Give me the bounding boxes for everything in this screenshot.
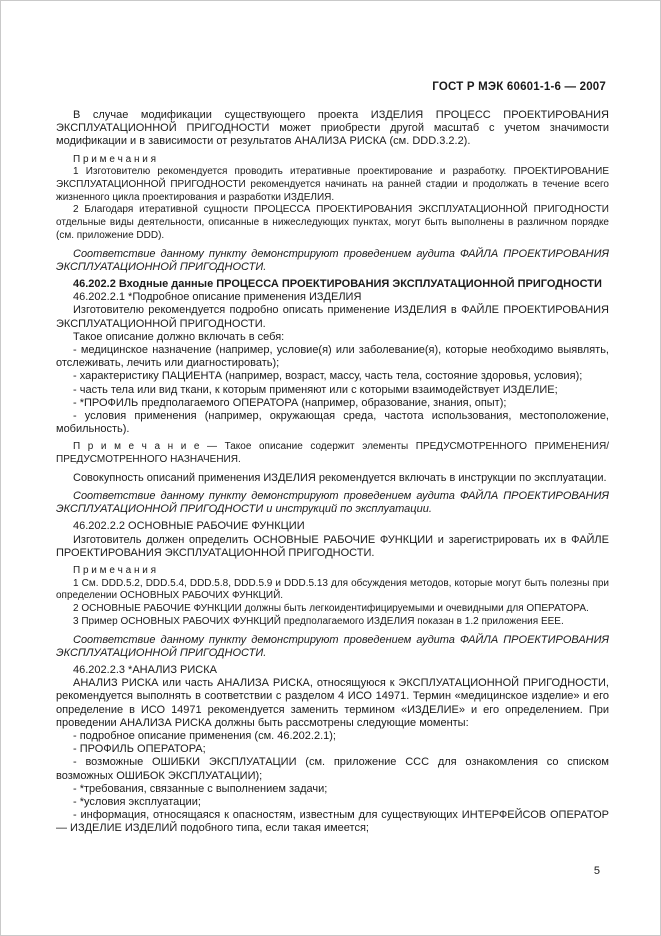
note-item: 2 ОСНОВНЫЕ РАБОЧИЕ ФУНКЦИИ должны быть легкоидентифицируемыми и очевидными для ОПЕРАТОРА.	[73, 603, 589, 615]
list-item: - возможные ОШИБКИ ЭКСПЛУАТАЦИИ (см. приложение ССС для ознакомления со списком возможных ОШИБОК ЭКСПЛУАТАЦИИ);	[56, 756, 609, 782]
document-header-standard-code: ГОСТ Р МЭК 60601-1-6 — 2007	[432, 81, 606, 93]
paragraph: Изготовителю рекомендуется подробно описать применение ИЗДЕЛИЯ в ФАЙЛЕ ПРОЕКТИРОВАНИЯ ЭКСПЛУАТАЦИОННОЙ ПРИГОДНОСТИ.	[56, 304, 609, 330]
paragraph: В случае модификации существующего проекта ИЗДЕЛИЯ ПРОЦЕСС ПРОЕКТИРОВАНИЯ ЭКСПЛУАТАЦИОННОЙ ПРИГОДНОСТИ может приобрести другой масштаб с учетом значимости модификации и в зависимости от результатов АНАЛИЗА РИСКА (см. DDD.3.2.2).	[56, 109, 609, 148]
list-item: - характеристику ПАЦИЕНТА (например, возраст, массу, часть тела, состояние здоровья, условия);	[73, 370, 583, 383]
list-item: - медицинское назначение (например, условие(я) или заболевание(я), которые необходимо выявлять, отслеживать, лечить или диагностировать);	[56, 343, 609, 370]
list-item: - подробное описание применения (см. 46.202.2.1);	[73, 729, 336, 742]
list-item: - ПРОФИЛЬ ОПЕРАТОРА;	[73, 743, 206, 756]
note-item: П р и м е ч а н и е — Такое описание содержит элементы ПРЕДУСМОТРЕННОГО ПРИМЕНЕНИЯ/ПРЕДУСМОТРЕННОГО НАЗНАЧЕНИЯ.	[56, 441, 609, 466]
document-body	[56, 109, 609, 836]
note-item: 1 См. DDD.5.2, DDD.5.4, DDD.5.8, DDD.5.9 и DDD.5.13 для обсуждения методов, которые могут быть полезны при определении ОСНОВНЫХ РАБОЧИХ ФУНКЦИЙ.	[56, 577, 609, 602]
subsection-heading: 46.202.2.3 *АНАЛИЗ РИСКА	[73, 663, 217, 676]
paragraph: Такое описание должно включать в себя:	[73, 330, 285, 343]
compliance-statement: Соответствие данному пункту демонстрируют проведением аудита ФАЙЛА ПРОЕКТИРОВАНИЯ ЭКСПЛУАТАЦИОННОЙ ПРИГОДНОСТИ.	[56, 247, 609, 273]
list-item: - условия применения (например, окружающая среда, частота использования, местоположение, мобильность).	[56, 409, 609, 436]
note-item: 2 Благодаря итеративной сущности ПРОЦЕССА ПРОЕКТИРОВАНИЯ ЭКСПЛУАТАЦИОННОЙ ПРИГОДНОСТИ отдельные виды деятельности, описанные в нижеследующих пунктах, могут быть выполнены в различном порядке (см. приложение DDD).	[56, 204, 609, 241]
compliance-statement: Соответствие данному пункту демонстрируют проведением аудита ФАЙЛА ПРОЕКТИРОВАНИЯ ЭКСПЛУАТАЦИОННОЙ ПРИГОДНОСТИ и инструкций по эксплуатации.	[56, 489, 609, 516]
section-heading: 46.202.2 Входные данные ПРОЦЕССА ПРОЕКТИРОВАНИЯ ЭКСПЛУАТАЦИОННОЙ ПРИГОДНОСТИ	[73, 277, 602, 290]
page-number: 5	[593, 865, 600, 877]
list-item: - *ПРОФИЛЬ предполагаемого ОПЕРАТОРА (например, образование, знания, опыт);	[73, 396, 507, 409]
subsection-heading: 46.202.2.1 *Подробное описание применения ИЗДЕЛИЯ	[73, 291, 362, 304]
list-item: - часть тела или вид ткани, к которым применяют или с которыми взаимодействует ИЗДЕЛИЕ;	[73, 383, 558, 396]
paragraph: Изготовитель должен определить ОСНОВНЫЕ РАБОЧИЕ ФУНКЦИИ и зарегистрировать их в ФАЙЛЕ ПРОЕКТИРОВАНИЯ ЭКСПЛУАТАЦИОННОЙ ПРИГОДНОСТИ.	[56, 533, 609, 559]
list-item: - *условия эксплуатации;	[73, 795, 201, 808]
note-item: 1 Изготовителю рекомендуется проводить итеративные проектирование и разработку. ПРОЕКТИРОВАНИЕ ЭКСПЛУАТАЦИОННОЙ ПРИГОДНОСТИ рекомендуется начинать на ранней стадии и продолжать в течение всего жизненного цикла проектирования и разработки ИЗДЕЛИЯ.	[56, 166, 609, 203]
paragraph: Совокупность описаний применения ИЗДЕЛИЯ рекомендуется включать в инструкции по эксплуатации.	[73, 471, 607, 484]
list-item: - информация, относящаяся к опасностям, известным для существующих ИНТЕРФЕЙСОВ ОПЕРАТОР — ИЗДЕЛИЕ ИЗДЕЛИЙ подобного типа, если такая имеется;	[56, 809, 609, 835]
notes-title: П р и м е ч а н и я	[73, 565, 157, 576]
notes-title: П р и м е ч а н и я	[73, 153, 157, 165]
paragraph: АНАЛИЗ РИСКА или часть АНАЛИЗА РИСКА, относящуюся к ЭКСПЛУАТАЦИОННОЙ ПРИГОДНОСТИ, рекомендуется выполнять в соответствии с разделом 4 ИСО 14971. Термин «медицинское изделие» и его определение в ИСО 14971 рекомендуется заменить термином «ИЗДЕЛИЕ» и его определением. При проведении АНАЛИЗА РИСКА должны быть рассмотрены следующие моменты:	[56, 677, 609, 729]
note-item: 3 Пример ОСНОВНЫХ РАБОЧИХ ФУНКЦИЙ предполагаемого ИЗДЕЛИЯ показан в 1.2 приложения ЕЕЕ.	[73, 615, 564, 627]
subsection-heading: 46.202.2.2 ОСНОВНЫЕ РАБОЧИЕ ФУНКЦИИ	[73, 520, 305, 533]
list-item: - *требования, связанные с выполнением задачи;	[73, 782, 328, 795]
compliance-statement: Соответствие данному пункту демонстрируют проведением аудита ФАЙЛА ПРОЕКТИРОВАНИЯ ЭКСПЛУАТАЦИОННОЙ ПРИГОДНОСТИ.	[56, 633, 609, 659]
